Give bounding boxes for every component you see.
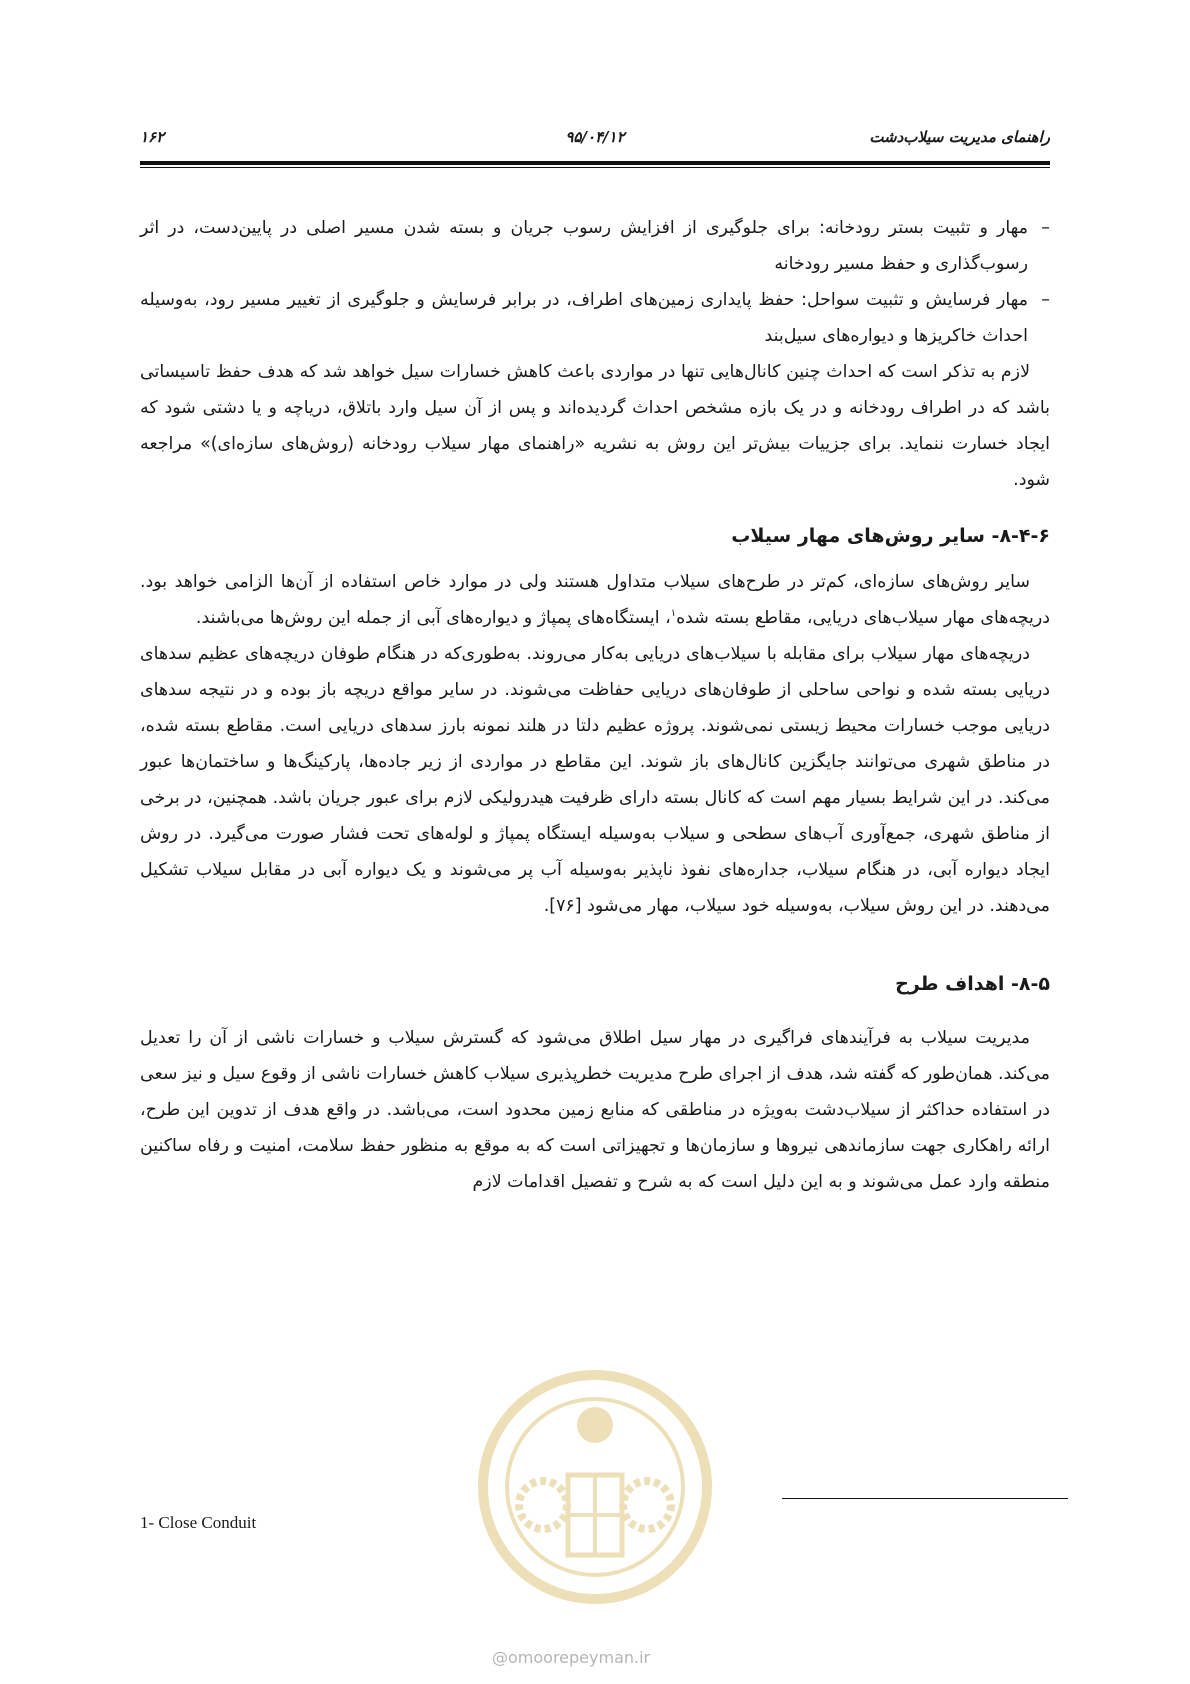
section-heading: ۸-۴-۶- سایر روش‌های مهار سیلاب — [731, 525, 1050, 547]
bullet-item — [140, 210, 1050, 282]
bullet-text: مهار فرسایش و تثبیت سواحل: حفظ پایداری زمین‌های اطراف، در برابر فرسایش و جلوگیری از تغییر مسیر رود، به‌وسیله احداث خاکریزها و دیواره‌های سیل‌بند — [140, 290, 1028, 346]
header-date: ۹۵/۰۴/۱۲ — [565, 128, 625, 146]
header-rule-thin — [140, 167, 1050, 168]
section-heading: ۸-۵- اهداف طرح — [895, 973, 1050, 995]
bullet-item — [140, 282, 1050, 354]
paragraph-text: سایر روش‌های سازه‌ای، کم‌تر در طرح‌های سیلاب متداول هستند ولی در موارد خاص استفاده از آن‌ها الزامی خواهد بود. دریچه‌های مهار سیلاب‌های دریایی، مقاطع بسته شده — [140, 572, 1050, 628]
page-header — [140, 128, 1050, 156]
bullet-dash: – — [1041, 290, 1050, 310]
footnote: 1- Close Conduit — [140, 1513, 257, 1532]
paragraph — [140, 564, 1050, 636]
footnote-rule — [782, 1498, 1068, 1499]
paragraph: دریچه‌های مهار سیلاب برای مقابله با سیلاب‌های دریایی به‌کار می‌روند. به‌طوری‌که در هنگام طوفان دریچه‌های عظیم سدهای دریایی بسته شده و نواحی ساحلی از طوفان‌های دریایی حفاظت می‌شوند. در سایر مواقع دریچه باز بوده و در نتیجه سدهای دریایی موجب خسارات محیط زیستی نمی‌شوند. پروژه عظیم دلتا در هلند نمونه بارز سدهای دریایی است. مقاطع بسته شده، در مناطق شهری می‌توانند جایگزین کانال‌های باز شوند. این مقاطع در مواردی از زیر جاده‌ها، پارکینگ‌ها و ساختمان‌ها عبور می‌کند. در این شرایط بسیار مهم است که کانال بسته دارای ظرفیت هیدرولیکی لازم برای عبور جریان باشد. همچنین، در برخی از مناطق شهری، جمع‌آوری آب‌های سطحی و سیلاب به‌وسیله ایستگاه پمپاژ و لوله‌های تحت فشار صورت می‌گیرد. در روش ایجاد دیواره آبی، در هنگام سیلاب، جداره‌های نفوذ ناپذیر به‌وسیله آب پر می‌شوند و یک دیواره آبی در مقابل سیلاب تشکیل می‌دهند. در این روش سیلاب، به‌وسیله خود سیلاب، مهار می‌شود [۷۶]. — [140, 644, 1050, 916]
page-number: ۱۶۲ — [140, 128, 165, 146]
paragraph: مدیریت سیلاب به فرآیندهای فراگیری در مهار سیل اطلاق می‌شود که گسترش سیلاب و خسارات ناشی از آن را تعدیل می‌کند. همان‌طور که گفته شد، هدف از اجرای طرح مدیریت خطرپذیری سیلاب کاهش خسارات ناشی از وقوع سیل و نیز سعی در استفاده حداکثر از سیلاب‌دشت به‌ویژه در مناطقی که منابع زمین محدود است، می‌باشد. در واقع هدف از تدوین این طرح، ارائه راهکاری جهت سازماندهی نیروها و سازمان‌ها و تجهیزاتی است که به موقع به منظور حفظ سلامت، امنیت و رفاه ساکنین منطقه وارد عمل می‌شوند و به این دلیل است که به شرح و تفصیل اقدامات لازم — [140, 1028, 1050, 1192]
intro-paragraph: لازم به تذکر است که احداث چنین کانال‌هایی تنها در مواردی باعث کاهش خسارات سیل خواهد شد که هدف حفظ تاسیساتی باشد که در اطراف رودخانه و در یک بازه مشخص احداث گردیده‌اند و پس از آن سیل وارد باتلاق، دریاچه و یا دشتی شود که ایجاد خسارت ننماید. برای جزییات بیش‌تر این روش به نشریه «راهنمای مهار سیلاب رودخانه (روش‌های سازه‌ای)» مراجعه شود. — [140, 362, 1050, 490]
bullet-dash: – — [1041, 218, 1050, 238]
bullet-text: مهار و تثبیت بستر رودخانه: برای جلوگیری از افزایش رسوب جریان و بسته شدن مسیر اصلی در پایین‌دست، در اثر رسوب‌گذاری و حفظ مسیر رودخانه — [140, 218, 1028, 274]
watermark-seal-icon — [473, 1365, 717, 1625]
watermark-site: @omoorepeyman.ir — [492, 1648, 651, 1667]
header-rule-thick — [140, 161, 1050, 165]
body-text — [140, 210, 1050, 1200]
paragraph-text: ، ایستگاه‌های پمپاژ و دیواره‌های آبی از جمله این روش‌ها می‌باشند. — [195, 608, 671, 628]
footnote-marker[interactable]: ۱ — [670, 608, 677, 620]
running-title: راهنمای مدیریت سیلاب‌دشت — [869, 128, 1050, 146]
